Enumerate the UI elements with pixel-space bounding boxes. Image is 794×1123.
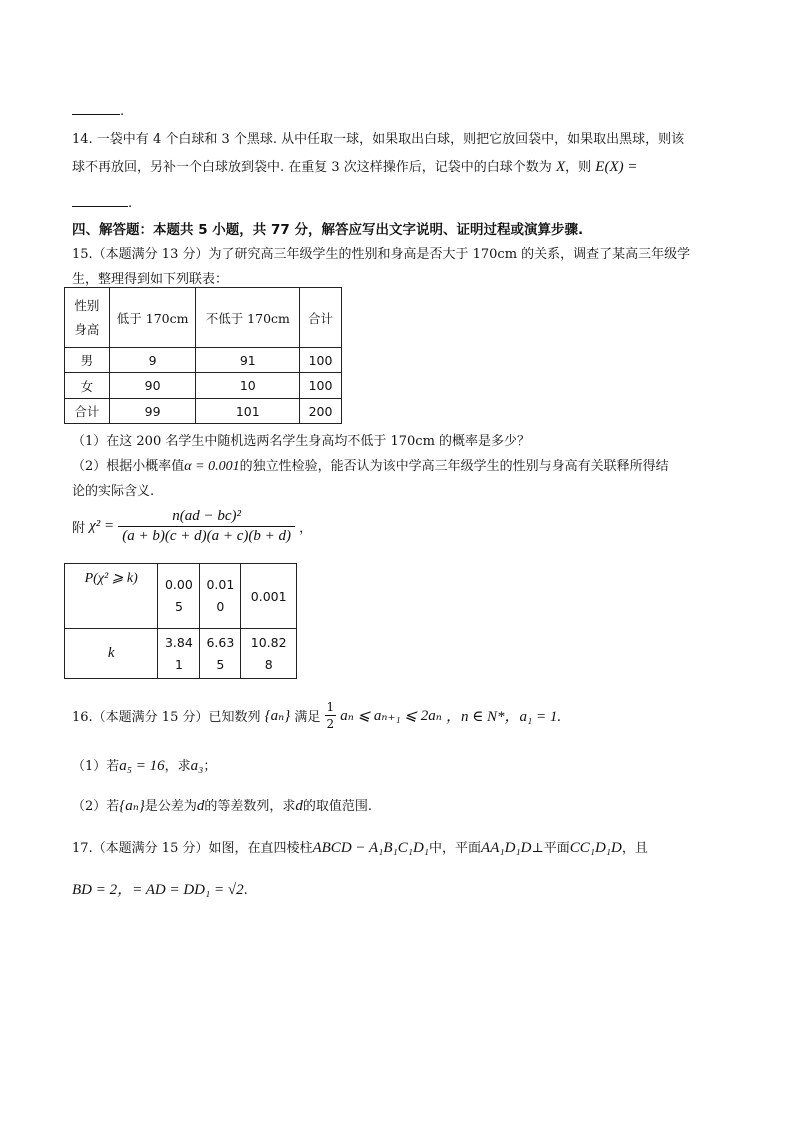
cell-line: 8 — [264, 656, 273, 672]
table-cell: 9 — [109, 348, 196, 373]
cell-line: 6.63 — [206, 634, 235, 650]
q14-answer-blank-line — [72, 196, 132, 211]
q15-part2-text-a: （2）根据小概率值 — [72, 459, 185, 474]
q17-text-c: 平面 — [543, 841, 570, 856]
formula-tail: ， — [299, 521, 313, 536]
q16-condition: ，n ∈ N*，a₁ = 1. — [445, 709, 562, 725]
answer-blank — [72, 205, 128, 207]
q15-line2: 生，整理得到如下列联表： — [72, 272, 229, 287]
table-cell: 100 — [300, 373, 342, 399]
table-cell: 99 — [109, 399, 196, 424]
cell-line: 1 — [174, 656, 183, 672]
q17-plane2: CC₁D₁D — [569, 840, 622, 856]
q17-line2 — [72, 878, 248, 899]
q14-line2 — [72, 156, 637, 176]
q16-line1 — [72, 700, 561, 731]
q16-a5: a₅ = 16 — [119, 758, 165, 774]
table-cell — [241, 629, 297, 679]
q16-part2-seq: {aₙ} — [119, 798, 145, 814]
q13-answer-blank-line — [72, 104, 124, 119]
cell-line: 0.00 — [164, 577, 193, 592]
q15-part2-line2: 论的实际含义. — [72, 484, 155, 499]
table-cell: 90 — [109, 373, 196, 399]
q16-seq: {aₙ} — [264, 708, 291, 724]
table-row — [65, 399, 342, 424]
table-cell — [200, 564, 241, 629]
q16-part2-text-e: 的取值范围. — [302, 799, 373, 814]
table-cell: 200 — [300, 399, 342, 424]
table-cell: 0.001 — [241, 564, 297, 629]
half-den: 2 — [326, 717, 335, 731]
q15-alpha: α = 0.001 — [184, 459, 240, 474]
table-row — [65, 629, 297, 679]
table-corner-cell — [65, 288, 110, 348]
q16-text-b: 满足 — [294, 710, 321, 725]
table-row — [65, 348, 342, 373]
table-cell: 101 — [196, 399, 300, 424]
q13-tail: . — [120, 104, 125, 119]
q15-part2-line1 — [72, 455, 669, 475]
half-fraction — [325, 700, 337, 731]
contingency-table — [64, 287, 342, 424]
p-label-cell: P(χ² ⩾ k) — [65, 564, 158, 629]
table-row — [65, 373, 342, 399]
cell-line: 0.01 — [206, 577, 235, 592]
corner-top-label: 性别 — [74, 297, 100, 313]
table-header: 低于 170cm — [109, 288, 196, 348]
cell-line: 0 — [216, 599, 225, 614]
q15-line1: 15.（本题满分 13 分）为了研究高三年级学生的性别和身高是否大于 170cm 的关系，调查了某高三年级学 — [72, 247, 691, 262]
table-cell — [158, 629, 200, 679]
q17-conditions: BD = 2，= AD = DD₁ = √2 — [72, 882, 244, 898]
q17-tail: . — [243, 883, 248, 898]
q16-text-a: 16.（本题满分 15 分）已知数列 — [72, 710, 261, 725]
q17-text-d: ，且 — [621, 841, 648, 856]
q17-text-b: 中，平面 — [429, 841, 482, 856]
critical-value-table — [64, 563, 297, 679]
q14-line2-text: 球不再放回，另补一个白球放到袋中. 在重复 3 次这样操作后，记袋中的白球个数为 — [72, 160, 552, 175]
cell-line: 3.84 — [164, 634, 193, 650]
q16-d2: d — [295, 798, 303, 814]
q16-part1-text-d: ； — [203, 759, 217, 774]
q15-part2-text-b: 的独立性检验，能否认为该中学高三年级学生的性别与身高有关联释所得结 — [239, 459, 669, 474]
cell-line: 5 — [174, 599, 183, 614]
row-label: 男 — [65, 348, 110, 373]
q16-part2-text-a: （2）若 — [72, 799, 120, 814]
q16-part2-text-c: 的等差数列，求 — [204, 799, 296, 814]
formula-numerator: n(ad − bc)² — [118, 508, 295, 527]
formula-chi: χ² = — [89, 518, 115, 534]
q17-perp: ⊥ — [531, 841, 544, 856]
cell-line: 5 — [216, 656, 225, 672]
q16-d: d — [196, 798, 205, 814]
q15-part1: （1）在这 200 名学生中随机选两名学生身高均不低于 170cm 的概率是多少？ — [72, 434, 531, 449]
row-label: 合计 — [65, 399, 110, 424]
half-num: 1 — [326, 700, 335, 714]
q17-prism: ABCD − A₁B₁C₁D₁ — [312, 840, 430, 856]
q16-part2-text-b: 是公差为 — [144, 799, 197, 814]
q17-plane1: AA₁D₁D — [481, 840, 532, 856]
q16-part1-text-b: ，求 — [164, 759, 191, 774]
section-heading: 四、解答题：本题共 5 小题，共 77 分，解答应写出文字说明、证明过程或演算步骤. — [72, 222, 584, 238]
q14-var-x: X — [555, 159, 566, 175]
q16-part1-text-a: （1）若 — [72, 759, 120, 774]
q16-part2 — [72, 795, 372, 815]
q16-inequality: aₙ ⩽ aₙ₊₁ ⩽ 2aₙ — [340, 708, 442, 724]
table-cell: 100 — [300, 348, 342, 373]
table-cell — [158, 564, 200, 629]
q14-line1: 14. 一袋中有 4 个白球和 3 个黑球. 从中任取一球，如果取出白球，则把它放回袋中，如果取出黑球，则该 — [72, 132, 685, 147]
q16-part1 — [72, 755, 216, 775]
table-cell: 91 — [196, 348, 300, 373]
q16-a3: a₃ — [190, 758, 204, 774]
table-row — [65, 564, 297, 629]
corner-bottom-label: 身高 — [74, 321, 100, 337]
row-label: 女 — [65, 373, 110, 399]
table-cell: 10 — [196, 373, 300, 399]
table-header: 不低于 170cm — [196, 288, 300, 348]
chi-square-formula — [72, 508, 312, 545]
q14-mid: ，则 — [565, 160, 592, 175]
k-label-cell: k — [65, 629, 158, 679]
cell-line: 10.82 — [250, 634, 287, 650]
q14-tail: . — [128, 196, 133, 211]
formula-denominator: (a + b)(c + d)(a + c)(b + d) — [122, 528, 292, 544]
q14-expectation: E(X) = — [595, 159, 638, 175]
formula-prefix: 附 — [72, 521, 86, 536]
table-header: 合计 — [300, 288, 342, 348]
table-cell — [200, 629, 241, 679]
q17-text-a: 17.（本题满分 15 分）如图，在直四棱柱 — [72, 841, 313, 856]
formula-fraction — [118, 508, 295, 545]
q17-line1 — [72, 837, 648, 857]
answer-blank — [72, 113, 120, 115]
